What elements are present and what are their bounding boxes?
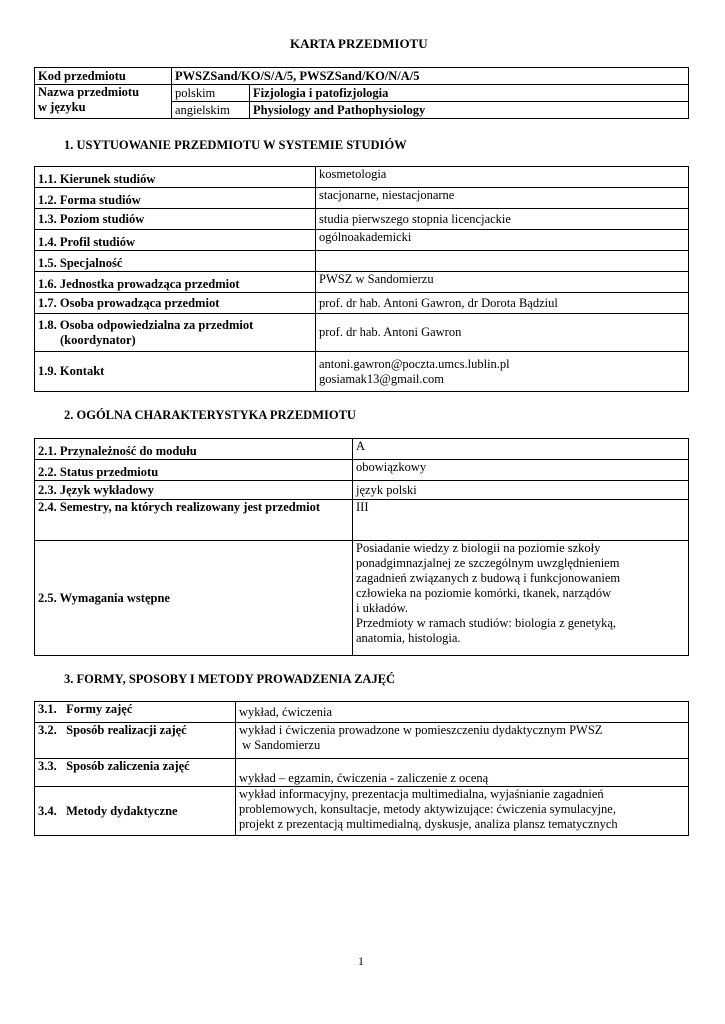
text-line: człowieka na poziomie komórki, tkanek, narządów bbox=[356, 586, 612, 600]
text-line: Przedmioty w ramach studiów: biologia z genetyką, bbox=[356, 616, 617, 630]
section1-heading: 1. USYTUOWANIE PRZEDMIOTU W SYSTEMIE STUDIÓW bbox=[64, 138, 407, 152]
text-line: i układów. bbox=[356, 601, 408, 615]
contact-email-2: gosiamak13@gmail.com bbox=[319, 371, 445, 386]
course-code-label: Kod przedmiotu bbox=[35, 68, 172, 85]
row-label: 1.4. Profil studiów bbox=[35, 230, 316, 251]
row-value: PWSZ w Sandomierzu bbox=[316, 272, 689, 293]
page-title: KARTA PRZEDMIOTU bbox=[290, 36, 428, 51]
course-name-polish: Fizjologia i patofizjologia bbox=[250, 85, 689, 102]
text-line: wykład, ćwiczenia bbox=[239, 704, 333, 719]
row-label: 1.2. Forma studiów bbox=[35, 188, 316, 209]
row-value: obowiązkowy bbox=[353, 460, 689, 481]
row-label-line1: 1.8. Osoba odpowiedzialna za przedmiot bbox=[38, 317, 254, 332]
row-value: prof. dr hab. Antoni Gawron, dr Dorota Bądziul bbox=[316, 293, 689, 314]
row-label: 1.3. Poziom studiów bbox=[35, 209, 316, 230]
text-line: w Sandomierzu bbox=[239, 738, 321, 752]
row-label: 2.3. Język wykładowy bbox=[35, 481, 353, 500]
section1-table bbox=[34, 166, 689, 392]
language-polish: polskim bbox=[172, 85, 250, 102]
section3-table bbox=[34, 701, 689, 836]
row-value bbox=[236, 759, 689, 787]
course-name-label-line1: Nazwa przedmiotu bbox=[38, 85, 140, 99]
row-label: 2.1. Przynależność do modułu bbox=[35, 439, 353, 460]
row-value: język polski bbox=[353, 481, 689, 500]
row-label: 1.6. Jednostka prowadząca przedmiot bbox=[35, 272, 316, 293]
course-name-label-line2: w języku bbox=[38, 100, 86, 114]
text-line: anatomia, histologia. bbox=[356, 631, 461, 645]
course-code-value: PWSZSand/KO/S/A/5, PWSZSand/KO/N/A/5 bbox=[172, 68, 689, 85]
row-label: 1.7. Osoba prowadząca przedmiot bbox=[35, 293, 316, 314]
row-value: studia pierwszego stopnia licencjackie bbox=[316, 209, 689, 230]
row-label: 2.4. Semestry, na których realizowany jest przedmiot bbox=[35, 500, 353, 541]
language-english: angielskim bbox=[172, 102, 250, 119]
row-value: III bbox=[353, 500, 689, 541]
text-line: projekt z prezentacją multimedialną, dyskusje, analiza plansz tematycznych bbox=[239, 817, 618, 831]
section3-heading: 3. FORMY, SPOSOBY I METODY PROWADZENIA ZAJĘĆ bbox=[64, 672, 396, 686]
row-label: 3.2. Sposób realizacji zajęć bbox=[35, 723, 236, 759]
requirements-text bbox=[353, 541, 689, 656]
row-value: A bbox=[353, 439, 689, 460]
row-label: 1.1. Kierunek studiów bbox=[35, 167, 316, 188]
row-value: ogólnoakademicki bbox=[316, 230, 689, 251]
row-label bbox=[35, 314, 316, 352]
row-value bbox=[236, 787, 689, 836]
section2-table bbox=[34, 438, 689, 656]
row-value bbox=[236, 702, 689, 723]
row-label: 2.5. Wymagania wstępne bbox=[35, 541, 353, 656]
course-name-label bbox=[35, 85, 172, 119]
row-value bbox=[236, 723, 689, 759]
text-line: wykład informacyjny, prezentacja multimedialna, wyjaśnianie zagadnień bbox=[239, 787, 604, 801]
row-label: 3.4. Metody dydaktyczne bbox=[35, 787, 236, 836]
row-value: stacjonarne, niestacjonarne bbox=[316, 188, 689, 209]
course-name-english: Physiology and Pathophysiology bbox=[250, 102, 689, 119]
page-number: 1 bbox=[358, 954, 364, 968]
row-label: 1.9. Kontakt bbox=[35, 352, 316, 392]
text-line: Posiadanie wiedzy z biologii na poziomie szkoły bbox=[356, 541, 601, 555]
row-label: 3.1. Formy zajęć bbox=[35, 702, 236, 723]
text-line: problemowych, konsultacje, metody aktywizujące: ćwiczenia symulacyjne, bbox=[239, 802, 616, 816]
text-line: ponadgimnazjalnej ze szczególnym uwzględnieniem bbox=[356, 556, 620, 570]
row-label: 3.3. Sposób zaliczenia zajęć bbox=[35, 759, 236, 787]
row-value bbox=[316, 352, 689, 392]
row-value bbox=[316, 251, 689, 272]
course-header-table bbox=[34, 67, 689, 119]
text-line: zagadnień związanych z budową i funkcjonowaniem bbox=[356, 571, 621, 585]
text-line: wykład – egzamin, ćwiczenia - zaliczenie z oceną bbox=[239, 771, 489, 785]
row-label: 1.5. Specjalność bbox=[35, 251, 316, 272]
section2-heading: 2. OGÓLNA CHARAKTERYSTYKA PRZEDMIOTU bbox=[64, 408, 356, 422]
row-value: prof. dr hab. Antoni Gawron bbox=[316, 314, 689, 352]
contact-email-1: antoni.gawron@poczta.umcs.lublin.pl bbox=[319, 356, 510, 371]
text-line: wykład i ćwiczenia prowadzone w pomieszczeniu dydaktycznym PWSZ bbox=[239, 723, 603, 737]
row-value: kosmetologia bbox=[316, 167, 689, 188]
row-label-line2: (koordynator) bbox=[60, 332, 136, 347]
row-label: 2.2. Status przedmiotu bbox=[35, 460, 353, 481]
